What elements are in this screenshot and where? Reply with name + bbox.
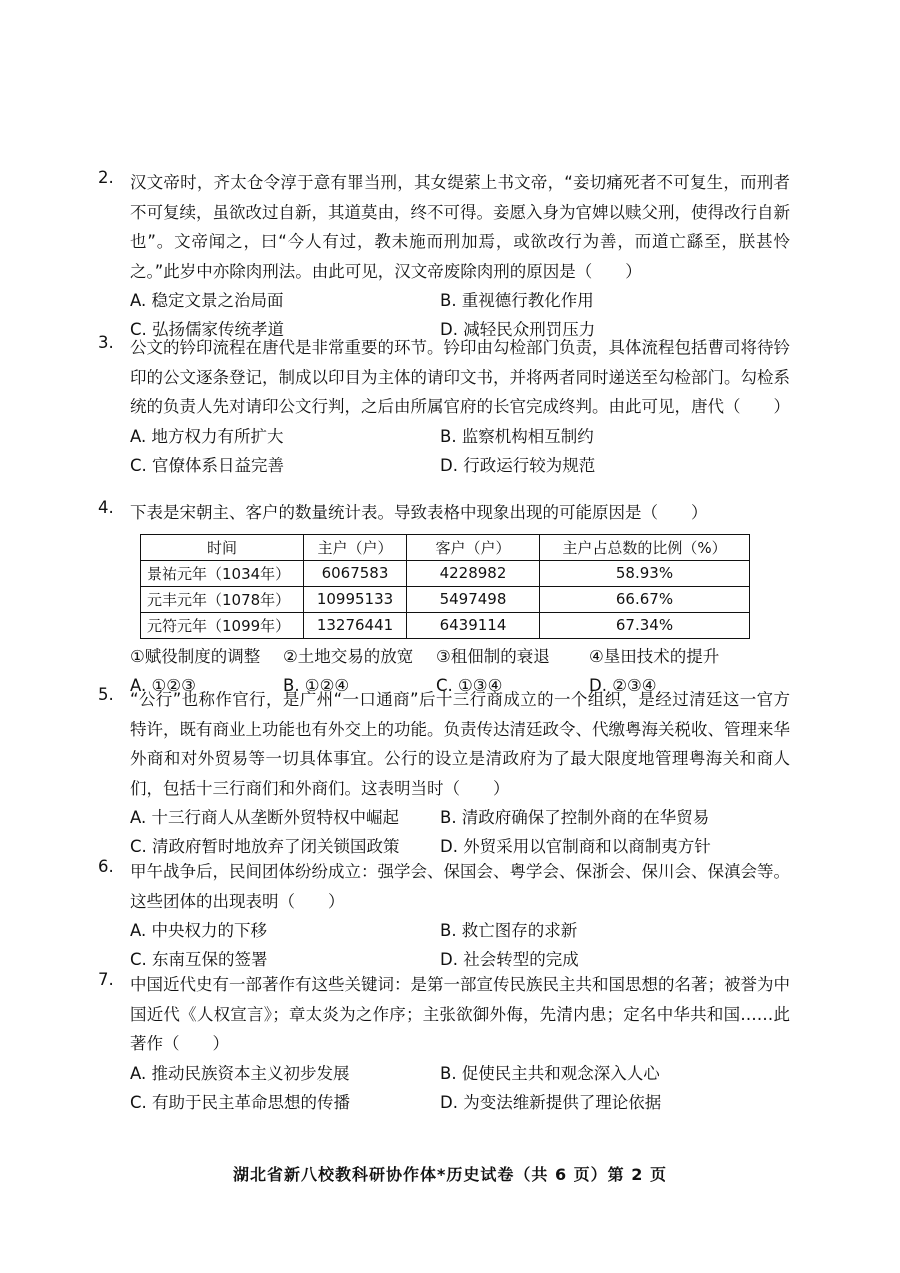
option-b[interactable]: B. 促使民主共和观念深入人心 xyxy=(440,1063,660,1083)
option-b[interactable]: B. 监察机构相互制约 xyxy=(440,426,594,446)
table-cell: 5497498 xyxy=(407,586,540,612)
household-table xyxy=(140,534,750,639)
option-d[interactable]: D. 减轻民众刑罚压力 xyxy=(440,320,596,339)
question-number: 6. xyxy=(98,857,114,876)
option-d[interactable]: D. 外贸采用以官制商和以商制夷方针 xyxy=(440,837,711,856)
table-cell: 6067583 xyxy=(304,560,407,586)
table-row xyxy=(141,560,750,586)
item-4: ④垦田技术的提升 xyxy=(589,646,720,666)
table-row xyxy=(141,612,750,638)
option-b[interactable]: B. 清政府确保了控制外商的在华贸易 xyxy=(440,808,710,827)
question-stem: “公行”也称作官行，是广州“一口通商”后十三行商成立的一个组织，是经过清廷这一官方特许，既有商业上功能也有外交上的功能。负责传达清廷政令、代缴粤海关税收、管理来华外商和对外贸易等一切具体事宜。公行的设立是清政府为了最大限度地管理粤海关和商人们，包括十三行商们和外商们。这表明当时（ ） xyxy=(130,690,790,798)
option-c[interactable]: C. 弘扬儒家传统孝道 xyxy=(130,320,285,339)
option-d[interactable]: D. 行政运行较为规范 xyxy=(440,455,596,475)
question-number: 5. xyxy=(98,685,114,704)
option-a[interactable]: A. 推动民族资本主义初步发展 xyxy=(130,1063,350,1083)
table-cell: 景祐元年（1034年） xyxy=(141,560,304,586)
table-header-cell: 客户（户） xyxy=(407,534,540,560)
table-cell: 58.93% xyxy=(540,560,750,586)
question-stem: 中国近代史有一部著作有这些关键词：是第一部宣传民族民主共和国思想的名著；被誉为中国近代《人权宣言》；章太炎为之作序；主张欲御外侮，先清内患；定名中华共和国……此著作（ ） xyxy=(130,975,790,1053)
question-number: 4. xyxy=(98,498,114,517)
options-row xyxy=(130,803,790,832)
option-a[interactable]: A. 中央权力的下移 xyxy=(130,921,267,940)
question-2 xyxy=(98,168,790,344)
question-stem: 公文的钤印流程在唐代是非常重要的环节。钤印由勾检部门负责，具体流程包括曹司将待钤印的公文逐条登记，制成以印目为主体的请印文书，并将两者同时递送至勾检部门。勾检系统的负责人先对请印公文行判，之后由所属官府的长官完成终判。由此可见，唐代（ ） xyxy=(130,338,790,416)
option-c[interactable]: C. 清政府暂时地放弃了闭关锁国政策 xyxy=(130,837,400,856)
question-number: 3. xyxy=(98,333,114,352)
item-3: ③租佃制的衰退 xyxy=(436,646,550,666)
table-cell: 4228982 xyxy=(407,560,540,586)
item-2: ②土地交易的放宽 xyxy=(283,646,414,666)
table-cell: 66.67% xyxy=(540,586,750,612)
item-1: ①赋役制度的调整 xyxy=(130,646,261,666)
table-cell: 元丰元年（1078年） xyxy=(141,586,304,612)
options-row xyxy=(130,916,790,945)
option-c[interactable]: C. 有助于民主革命思想的传播 xyxy=(130,1092,351,1112)
options-row xyxy=(130,422,790,451)
options-row xyxy=(130,451,790,480)
table-cell: 元符元年（1099年） xyxy=(141,612,304,638)
table-header-row xyxy=(141,534,750,560)
question-4 xyxy=(98,498,790,700)
question-stem: 甲午战争后，民间团体纷纷成立：强学会、保国会、粤学会、保浙会、保川会、保滇会等。这些团体的出现表明（ ） xyxy=(130,862,790,911)
option-c[interactable]: C. 东南互保的签署 xyxy=(130,950,268,969)
question-7 xyxy=(98,970,790,1117)
option-b[interactable]: B. 救亡图存的求新 xyxy=(440,921,578,940)
table-header-cell: 主户（户） xyxy=(304,534,407,560)
option-a[interactable]: A. 稳定文景之治局面 xyxy=(130,291,284,310)
option-d[interactable]: D. 为变法维新提供了理论依据 xyxy=(440,1092,662,1112)
table-cell: 10995133 xyxy=(304,586,407,612)
option-c[interactable]: C. ①③④ xyxy=(436,675,503,695)
question-6 xyxy=(98,857,790,974)
table-cell: 6439114 xyxy=(407,612,540,638)
option-b[interactable]: B. 重视德行教化作用 xyxy=(440,291,594,310)
question-stem: 汉文帝时，齐太仓令淳于意有罪当刑，其女缇萦上书文帝，“妾切痛死者不可复生，而刑者不可复续，虽欲改过自新，其道莫由，终不可得。妾愿入身为官婢以赎父刑，使得改行自新也”。文帝闻之，曰“今人有过，教未施而刑加焉，或欲改行为善，而道亡繇至，朕甚怜之。”此岁中亦除肉刑法。由此可见，汉文帝废除肉刑的原因是（ ） xyxy=(130,173,790,281)
option-c[interactable]: C. 官僚体系日益完善 xyxy=(130,455,285,475)
question-number: 7. xyxy=(98,970,114,989)
page-footer: 湖北省新八校教科研协作体*历史试卷（共 6 页）第 2 页 xyxy=(233,1165,667,1184)
question-3 xyxy=(98,333,790,480)
table-header-cell: 主户占总数的比例（%） xyxy=(540,534,750,560)
question-5 xyxy=(98,685,790,861)
table-cell: 13276441 xyxy=(304,612,407,638)
option-d[interactable]: D. ②③④ xyxy=(589,675,657,695)
question-number: 2. xyxy=(98,168,114,187)
numbered-items xyxy=(130,643,790,671)
options-row xyxy=(130,1059,790,1088)
options-row xyxy=(130,286,790,315)
table-cell: 67.34% xyxy=(540,612,750,638)
options-row xyxy=(130,1088,790,1117)
option-b[interactable]: B. ①②④ xyxy=(283,675,350,695)
option-a[interactable]: A. ①②③ xyxy=(130,675,196,695)
table-header-cell: 时间 xyxy=(141,534,304,560)
option-a[interactable]: A. 十三行商人从垄断外贸特权中崛起 xyxy=(130,808,399,827)
table-row xyxy=(141,586,750,612)
option-a[interactable]: A. 地方权力有所扩大 xyxy=(130,426,284,446)
question-stem: 下表是宋朝主、客户的数量统计表。导致表格中现象出现的可能原因是（ ） xyxy=(130,503,708,522)
option-d[interactable]: D. 社会转型的完成 xyxy=(440,950,579,969)
